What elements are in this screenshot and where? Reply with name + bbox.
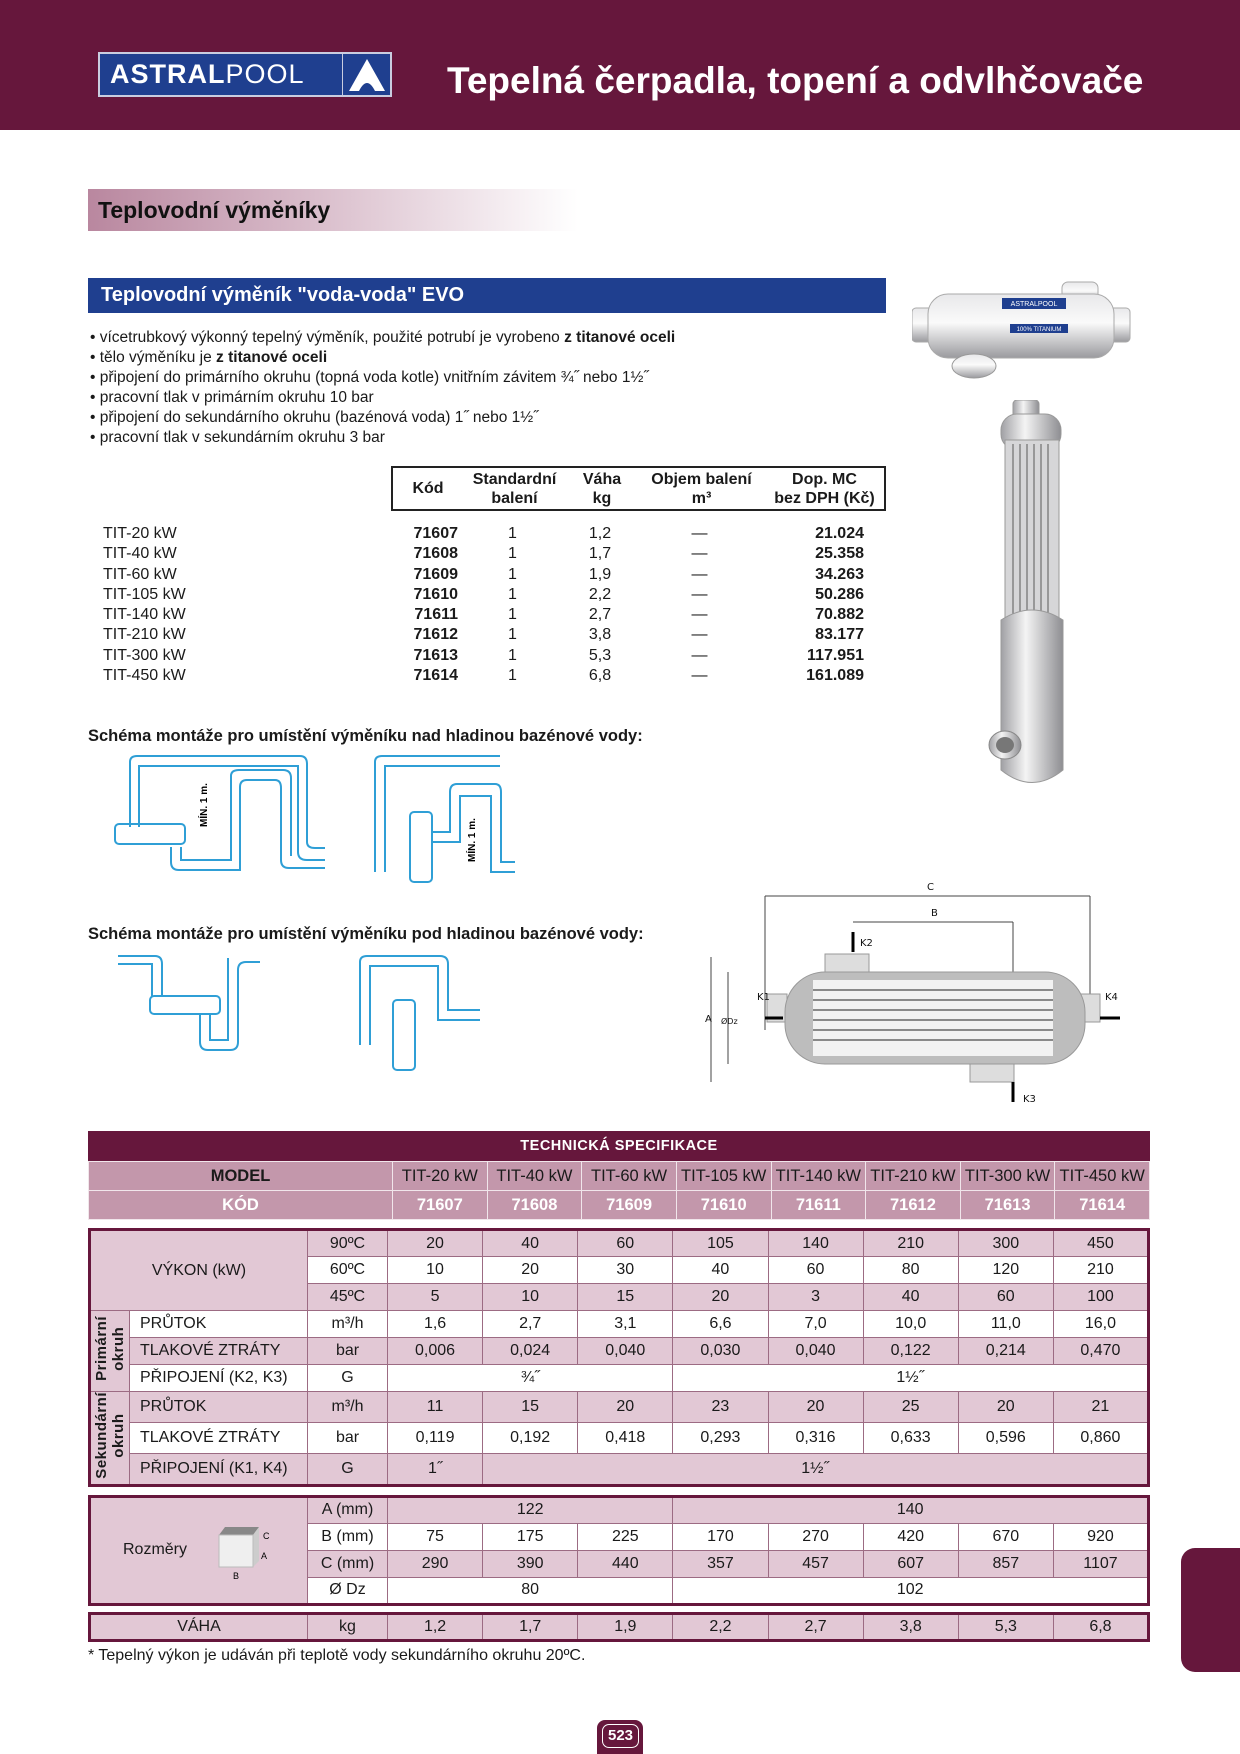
dimension-value: 270	[768, 1523, 863, 1550]
output-value: 60	[958, 1284, 1053, 1311]
output-value: 120	[958, 1257, 1053, 1284]
tech-spec-header	[88, 1161, 1150, 1220]
price-cell-obj: —	[691, 545, 708, 563]
feature-item: • připojení do primárního okruhu (topná voda kotle) vnitřním závitem ¾˝ nebo 1½˝	[90, 368, 675, 388]
output-value: 5	[388, 1284, 483, 1311]
output-value: 60	[578, 1230, 673, 1257]
price-cell-name: TIT-300 kW	[103, 646, 186, 664]
price-cell-kod: 71614	[413, 667, 458, 685]
price-cell-obj: —	[691, 667, 708, 685]
price-row	[103, 646, 883, 666]
price-cell-name: TIT-40 kW	[103, 545, 177, 563]
price-cell-price: 50.286	[815, 585, 864, 603]
parameter-label: PRŮTOK	[130, 1392, 308, 1423]
price-cell-price: 161.089	[806, 667, 864, 685]
spec-value: 0,006	[388, 1338, 483, 1365]
unit-label: G	[308, 1454, 388, 1485]
price-cell-std: 1	[508, 606, 517, 624]
output-value: 450	[1053, 1230, 1148, 1257]
output-value: 20	[483, 1257, 578, 1284]
spec-value: 11	[388, 1392, 483, 1423]
primary-ztraty-row	[90, 1338, 1149, 1365]
spec-value: 0,418	[578, 1423, 673, 1454]
temperature-label: 60ºC	[308, 1257, 388, 1284]
price-cell-kod: 71613	[413, 646, 458, 664]
schema-above-diagrams	[95, 752, 515, 902]
price-cell-price: 83.177	[815, 626, 864, 644]
price-cell-obj: —	[691, 585, 708, 603]
svg-text:B: B	[233, 1571, 240, 1582]
output-value: 40	[673, 1257, 768, 1284]
tech-spec-title: TECHNICKÁ SPECIFIKACE	[88, 1131, 1150, 1161]
output-row	[90, 1230, 1149, 1257]
price-row	[103, 666, 883, 686]
output-value: 20	[388, 1230, 483, 1257]
dimension-a-row	[90, 1496, 1149, 1523]
price-cell-std: 1	[508, 667, 517, 685]
svg-text:C: C	[927, 882, 934, 893]
svg-text:A: A	[261, 1551, 268, 1562]
price-cell-std: 1	[508, 626, 517, 644]
price-cell-price: 70.882	[815, 606, 864, 624]
weight-value: 2,2	[673, 1613, 768, 1640]
temperature-label: 45ºC	[308, 1284, 388, 1311]
feature-item: • připojení do sekundárního okruhu (bazénová voda) 1˝ nebo 1½˝	[90, 408, 675, 428]
spec-value: 0,633	[863, 1423, 958, 1454]
output-value: 30	[578, 1257, 673, 1284]
spec-value: 20	[578, 1392, 673, 1423]
spec-value: 0,024	[483, 1338, 578, 1365]
product-photo-horizontal	[912, 280, 1152, 380]
spec-value: 20	[768, 1392, 863, 1423]
weight-block	[88, 1612, 1150, 1642]
svg-text:K3: K3	[1023, 1094, 1036, 1102]
price-cell-price: 117.951	[807, 646, 864, 664]
price-cell-std: 1	[508, 525, 517, 542]
spec-value: 0,030	[673, 1338, 768, 1365]
spec-value: 0,860	[1053, 1423, 1148, 1454]
col-header-volume: Objem balení m³	[651, 470, 752, 507]
feature-item: • pracovní tlak v sekundárním okruhu 3 bar	[90, 428, 675, 448]
unit-label: m³/h	[308, 1311, 388, 1338]
primary-prutok-row	[90, 1311, 1149, 1338]
output-value: 40	[863, 1284, 958, 1311]
price-cell-price: 21.024	[815, 525, 864, 542]
spec-value: 7,0	[768, 1311, 863, 1338]
price-cell-kod: 71611	[414, 606, 458, 624]
price-cell-std: 1	[508, 585, 517, 603]
secondary-prutok-row	[90, 1392, 1149, 1423]
price-cell-kod: 71610	[413, 585, 458, 603]
price-cell-std: 1	[508, 565, 517, 583]
logo-brand-bold: ASTRAL	[110, 59, 226, 89]
spec-value: 0,316	[768, 1423, 863, 1454]
output-value: 105	[673, 1230, 768, 1257]
price-cell-name: TIT-450 kW	[103, 667, 186, 685]
code-cell: 71613	[960, 1191, 1055, 1220]
price-cell-vaha: 1,2	[588, 525, 612, 542]
price-cell-vaha: 1,9	[588, 565, 612, 583]
min-height-label: MÍN. 1 m.	[467, 818, 478, 862]
price-cell-name: TIT-20 kW	[103, 525, 177, 542]
price-table-body	[103, 524, 883, 686]
dimension-value: 670	[958, 1523, 1053, 1550]
model-row: MODEL TIT-20 kW TIT-40 kW TIT-60 kW TIT-105 kW TIT-140 kW TIT-210 kW TIT-300 kW TIT-450 kW	[89, 1162, 1150, 1191]
spec-value: 0,119	[388, 1423, 483, 1454]
schema-below-title: Schéma montáže pro umístění výměníku pod hladinou bazénové vody:	[88, 925, 644, 943]
weight-label: VÁHA	[90, 1613, 308, 1640]
secondary-ztraty-row	[90, 1423, 1149, 1454]
parameter-label: PŘIPOJENÍ (K1, K4)	[130, 1454, 308, 1485]
dimension-value: 80	[388, 1577, 673, 1604]
astralpool-logo	[98, 52, 392, 97]
spec-value: 0,040	[768, 1338, 863, 1365]
code-cell: 71614	[1055, 1191, 1150, 1220]
output-value: 20	[673, 1284, 768, 1311]
svg-text:B: B	[931, 908, 938, 919]
price-cell-vaha: 3,8	[588, 626, 612, 644]
output-value: 10	[388, 1257, 483, 1284]
logo-brand-light: POOL	[225, 59, 305, 89]
output-value: 210	[863, 1230, 958, 1257]
secondary-circuit-label: Sekundární okruh	[90, 1392, 130, 1486]
parameter-label: TLAKOVÉ ZTRÁTY	[130, 1423, 308, 1454]
svg-text:ØDz: ØDz	[721, 1017, 738, 1026]
primary-circuit-label: Primární okruh	[90, 1311, 130, 1392]
schema-above-title: Schéma montáže pro umístění výměníku nad hladinou bazénové vody:	[88, 727, 643, 745]
secondary-pripojeni-row	[90, 1454, 1149, 1485]
dimension-value: 390	[483, 1550, 578, 1577]
weight-row	[90, 1613, 1149, 1640]
logo-mark-icon	[342, 54, 390, 95]
model-cell: TIT-210 kW	[866, 1162, 961, 1191]
dimension-value: 457	[768, 1550, 863, 1577]
product-heading: Teplovodní výměník "voda-voda" EVO	[88, 278, 886, 313]
output-value: 3	[768, 1284, 863, 1311]
product-photo-cutaway	[985, 400, 1085, 790]
spec-value: 25	[863, 1392, 958, 1423]
chapter-tab	[1181, 1548, 1240, 1672]
feature-list	[90, 328, 675, 448]
spec-value: 1,6	[388, 1311, 483, 1338]
col-header-price: Dop. MC bez DPH (Kč)	[774, 470, 875, 507]
spec-value: 21	[1053, 1392, 1148, 1423]
dimension-value: 357	[673, 1550, 768, 1577]
dimension-value: 175	[483, 1523, 578, 1550]
dimension-value: 440	[578, 1550, 673, 1577]
price-cell-vaha: 6,8	[588, 667, 612, 685]
price-cell-vaha: 2,7	[588, 606, 612, 624]
price-cell-name: TIT-210 kW	[103, 626, 186, 644]
model-cell: TIT-300 kW	[960, 1162, 1055, 1191]
feature-item: • pracovní tlak v primárním okruhu 10 bar	[90, 388, 675, 408]
dimension-value: 225	[578, 1523, 673, 1550]
model-cell: TIT-450 kW	[1055, 1162, 1150, 1191]
feature-item: • vícetrubkový výkonný tepelný výměník, použité potrubí je vyrobeno z titanové oceli	[90, 328, 675, 348]
price-cell-kod: 71608	[413, 545, 458, 563]
price-row	[103, 565, 883, 585]
dimension-value: 420	[863, 1523, 958, 1550]
parameter-label: PRŮTOK	[130, 1311, 308, 1338]
output-value: 40	[483, 1230, 578, 1257]
model-cell: TIT-140 kW	[771, 1162, 866, 1191]
price-cell-name: TIT-140 kW	[103, 606, 186, 624]
dimension-label: B (mm)	[308, 1523, 388, 1550]
page-title: Tepelná čerpadla, topení a odvlhčovače	[447, 60, 1144, 101]
spec-value: 11,0	[958, 1311, 1053, 1338]
code-cell: 71610	[676, 1191, 771, 1220]
unit-label: m³/h	[308, 1392, 388, 1423]
col-header-weight: Váha kg	[582, 470, 622, 507]
dimension-value: 290	[388, 1550, 483, 1577]
price-row	[103, 605, 883, 625]
photo-brand-label: ASTRALPOOL	[1010, 301, 1058, 308]
unit-label: G	[308, 1365, 388, 1392]
dimension-label: C (mm)	[308, 1550, 388, 1577]
unit-label: kg	[308, 1613, 388, 1640]
dimension-value: 920	[1053, 1523, 1148, 1550]
spec-value: 23	[673, 1392, 768, 1423]
parameter-label: PŘIPOJENÍ (K2, K3)	[130, 1365, 308, 1392]
weight-value: 5,3	[958, 1613, 1053, 1640]
price-cell-obj: —	[691, 606, 708, 624]
svg-text:K1: K1	[757, 992, 770, 1003]
spec-value: 0,122	[863, 1338, 958, 1365]
output-value: 140	[768, 1230, 863, 1257]
output-value: 80	[863, 1257, 958, 1284]
temperature-label: 90ºC	[308, 1230, 388, 1257]
output-value: 300	[958, 1230, 1053, 1257]
price-row	[103, 524, 883, 544]
output-value: 100	[1053, 1284, 1148, 1311]
code-cell: 71607	[393, 1191, 488, 1220]
model-cell: TIT-20 kW	[393, 1162, 488, 1191]
spec-value: 20	[958, 1392, 1053, 1423]
model-cell: TIT-105 kW	[676, 1162, 771, 1191]
output-value: 10	[483, 1284, 578, 1311]
dimensions-label-text: Rozměry	[122, 1541, 187, 1559]
weight-value: 1,9	[578, 1613, 673, 1640]
dimensions-block	[88, 1495, 1150, 1606]
code-cell: 71608	[487, 1191, 582, 1220]
dimension-value: 102	[673, 1577, 1149, 1604]
page-number: 523	[602, 1724, 639, 1748]
unit-label: bar	[308, 1423, 388, 1454]
spec-value: 0,470	[1053, 1338, 1148, 1365]
price-row	[103, 625, 883, 645]
output-value: 15	[578, 1284, 673, 1311]
weight-value: 2,7	[768, 1613, 863, 1640]
price-cell-kod: 71609	[413, 565, 458, 583]
svg-text:C: C	[263, 1531, 270, 1542]
dimension-value: 607	[863, 1550, 958, 1577]
price-cell-obj: —	[691, 626, 708, 644]
unit-label: bar	[308, 1338, 388, 1365]
connection-value: ¾˝	[388, 1365, 673, 1392]
connection-value: 1½˝	[483, 1454, 1149, 1485]
col-header-standard: Standardní balení	[472, 470, 557, 507]
dimension-label: Ø Dz	[308, 1577, 388, 1604]
dimension-value: 857	[958, 1550, 1053, 1577]
price-table-header	[391, 466, 886, 511]
photo-badge-label: 100% TITANIUM	[1016, 327, 1062, 333]
tech-spec-table	[88, 1131, 1150, 1642]
dimension-value: 140	[673, 1496, 1149, 1523]
schema-below-diagrams	[110, 950, 490, 1090]
weight-value: 1,2	[388, 1613, 483, 1640]
feature-item: • tělo výměníku je z titanové oceli	[90, 348, 675, 368]
weight-value: 6,8	[1053, 1613, 1148, 1640]
code-row: KÓD 71607 71608 71609 71610 71611 71612 71613 71614	[89, 1191, 1150, 1220]
connection-value: 1˝	[388, 1454, 483, 1485]
price-cell-price: 34.263	[815, 565, 864, 583]
connection-value: 1½˝	[673, 1365, 1149, 1392]
parameter-label: TLAKOVÉ ZTRÁTY	[130, 1338, 308, 1365]
spec-value: 10,0	[863, 1311, 958, 1338]
spec-value: 0,040	[578, 1338, 673, 1365]
dimension-value: 122	[388, 1496, 673, 1523]
col-header-kod: Kód	[412, 480, 444, 497]
performance-block	[88, 1228, 1150, 1487]
spec-value: 0,192	[483, 1423, 578, 1454]
dimension-value: 1107	[1053, 1550, 1148, 1577]
price-row	[103, 585, 883, 605]
spec-value: 15	[483, 1392, 578, 1423]
spec-value: 2,7	[483, 1311, 578, 1338]
price-cell-name: TIT-105 kW	[103, 585, 186, 603]
svg-text:K2: K2	[860, 938, 873, 949]
dimension-label: A (mm)	[308, 1496, 388, 1523]
dimension-value: 170	[673, 1523, 768, 1550]
weight-value: 1,7	[483, 1613, 578, 1640]
output-label: VÝKON (kW)	[90, 1230, 308, 1311]
price-cell-price: 25.358	[815, 545, 864, 563]
svg-text:A: A	[705, 1014, 712, 1025]
svg-text:K4: K4	[1105, 992, 1118, 1003]
output-value: 210	[1053, 1257, 1148, 1284]
price-cell-std: 1	[508, 646, 517, 664]
price-cell-std: 1	[508, 545, 517, 563]
spec-value: 0,293	[673, 1423, 768, 1454]
price-cell-obj: —	[691, 646, 708, 664]
price-cell-obj: —	[691, 565, 708, 583]
price-cell-vaha: 1,7	[588, 545, 612, 563]
spec-value: 16,0	[1053, 1311, 1148, 1338]
footnote: * Tepelný výkon je udáván při teplotě vody sekundárního okruhu 20ºC.	[88, 1647, 586, 1664]
price-cell-name: TIT-60 kW	[103, 565, 177, 583]
min-height-label: MÍN. 1 m.	[199, 783, 210, 827]
output-value: 60	[768, 1257, 863, 1284]
price-cell-vaha: 2,2	[588, 585, 612, 603]
spec-value: 0,596	[958, 1423, 1053, 1454]
section-heading: Teplovodní výměníky	[88, 189, 578, 231]
weight-value: 3,8	[863, 1613, 958, 1640]
code-cell: 71611	[771, 1191, 866, 1220]
spec-value: 0,214	[958, 1338, 1053, 1365]
spec-value: 3,1	[578, 1311, 673, 1338]
code-cell: 71609	[582, 1191, 677, 1220]
price-row	[103, 544, 883, 564]
dimension-box-icon	[205, 1519, 275, 1581]
code-cell: 71612	[866, 1191, 961, 1220]
dimension-value: 75	[388, 1523, 483, 1550]
model-cell: TIT-60 kW	[582, 1162, 677, 1191]
model-cell: TIT-40 kW	[487, 1162, 582, 1191]
price-cell-kod: 71612	[413, 626, 458, 644]
price-cell-obj: —	[691, 525, 708, 542]
dimensions-label	[90, 1496, 308, 1604]
price-cell-kod: 71607	[413, 525, 458, 542]
spec-value: 6,6	[673, 1311, 768, 1338]
dimension-drawing	[695, 872, 1145, 1102]
primary-pripojeni-row	[90, 1365, 1149, 1392]
price-cell-vaha: 5,3	[588, 646, 612, 664]
